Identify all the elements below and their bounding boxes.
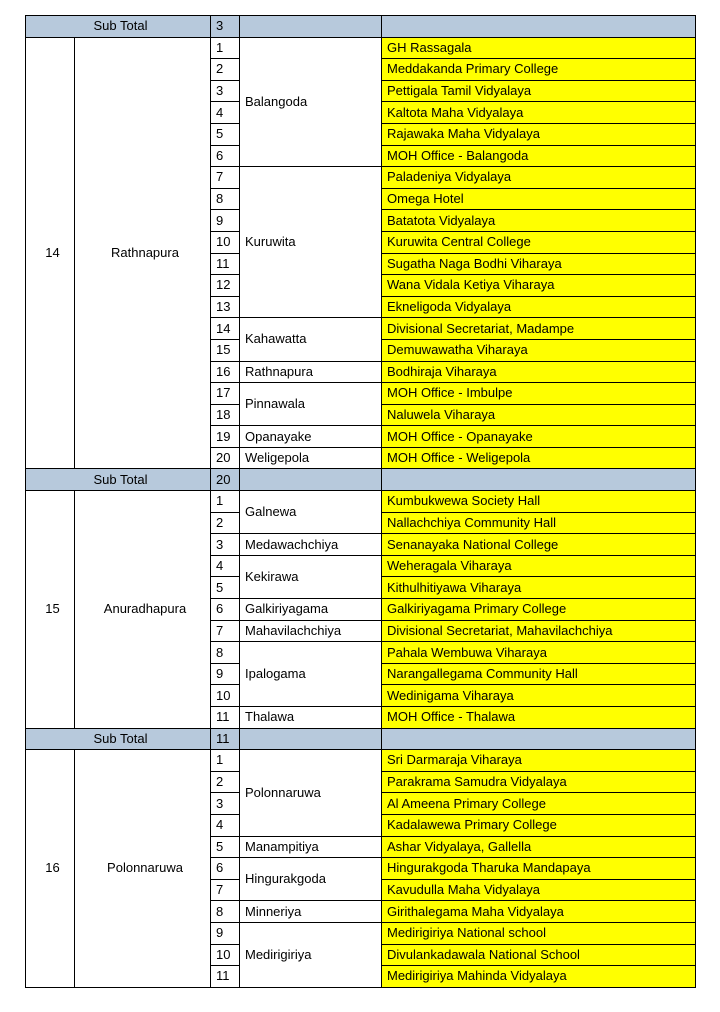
area-name: Ipalogama [240,642,382,707]
centre-number: 14 [211,318,240,340]
centre-location: Kithulhitiyawa Viharaya [382,577,696,599]
subtotal-empty-cell [240,728,382,750]
area-name: Hingurakgoda [240,858,382,901]
area-name: Kuruwita [240,167,382,318]
area-name: Minneriya [240,901,382,923]
centre-location: Kadalawewa Primary College [382,814,696,836]
subtotal-label: Sub Total [26,469,211,491]
centre-location: MOH Office - Imbulpe [382,383,696,405]
centre-number: 11 [211,253,240,275]
table-row [26,750,696,772]
centre-location: Pettigala Tamil Vidyalaya [382,80,696,102]
centre-location: Paladeniya Vidyalaya [382,167,696,189]
centre-location: Sri Darmaraja Viharaya [382,750,696,772]
centre-number: 8 [211,188,240,210]
centre-number: 10 [211,685,240,707]
centre-number: 11 [211,966,240,988]
centre-number: 16 [211,361,240,383]
area-name: Medirigiriya [240,922,382,987]
centre-number: 6 [211,599,240,621]
subtotal-row [26,469,696,491]
centre-location: Sugatha Naga Bodhi Viharaya [382,253,696,275]
centre-location: Divisional Secretariat, Madampe [382,318,696,340]
centre-number: 7 [211,879,240,901]
centre-number: 4 [211,555,240,577]
centre-number: 1 [211,491,240,513]
centre-number: 9 [211,663,240,685]
centre-number: 10 [211,944,240,966]
table-row [26,37,696,59]
centre-location: Medirigiriya Mahinda Vidyalaya [382,966,696,988]
centre-number: 6 [211,145,240,167]
centre-number: 3 [211,80,240,102]
area-name: Manampitiya [240,836,382,858]
district-number: 14 [26,37,75,469]
centre-location: Divulankadawala National School [382,944,696,966]
area-name: Galnewa [240,491,382,534]
district-number: 15 [26,491,75,729]
centre-location: Kaltota Maha Vidyalaya [382,102,696,124]
centre-location: Ekneligoda Vidyalaya [382,296,696,318]
centre-location: Parakrama Samudra Vidyalaya [382,771,696,793]
centre-location: Medirigiriya National school [382,922,696,944]
centre-number: 2 [211,512,240,534]
centre-location: MOH Office - Thalawa [382,707,696,729]
subtotal-row [26,16,696,38]
area-name: Medawachchiya [240,534,382,556]
centre-location: Al Ameena Primary College [382,793,696,815]
district-name: Polonnaruwa [75,750,211,988]
centre-location: Narangallegama Community Hall [382,663,696,685]
area-name: Kekirawa [240,555,382,598]
centre-location: Girithalegama Maha Vidyalaya [382,901,696,923]
centre-location: Wedinigama Viharaya [382,685,696,707]
centre-location: Wana Vidala Ketiya Viharaya [382,275,696,297]
centre-location: MOH Office - Weligepola [382,447,696,469]
centre-location: Divisional Secretariat, Mahavilachchiya [382,620,696,642]
centre-number: 7 [211,620,240,642]
centre-location: Meddakanda Primary College [382,59,696,81]
area-name: Balangoda [240,37,382,167]
centre-number: 15 [211,339,240,361]
district-name: Rathnapura [75,37,211,469]
subtotal-empty-cell [240,16,382,38]
centre-location: Nallachchiya Community Hall [382,512,696,534]
centre-number: 4 [211,102,240,124]
centre-number: 1 [211,750,240,772]
centre-location: Hingurakgoda Tharuka Mandapaya [382,858,696,880]
table-row [26,491,696,513]
subtotal-empty-cell [382,728,696,750]
centre-location: Pahala Wembuwa Viharaya [382,642,696,664]
centre-location: Senanayaka National College [382,534,696,556]
centre-location: Batatota Vidyalaya [382,210,696,232]
centre-number: 4 [211,814,240,836]
centre-number: 5 [211,577,240,599]
district-number: 16 [26,750,75,988]
centre-number: 11 [211,707,240,729]
subtotal-count: 11 [211,728,240,750]
subtotal-label: Sub Total [26,728,211,750]
subtotal-count: 3 [211,16,240,38]
centre-location: Weheragala Viharaya [382,555,696,577]
centre-number: 9 [211,210,240,232]
subtotal-empty-cell [240,469,382,491]
area-name: Thalawa [240,707,382,729]
centre-number: 6 [211,858,240,880]
subtotal-row [26,728,696,750]
centre-number: 2 [211,59,240,81]
subtotal-count: 20 [211,469,240,491]
area-name: Galkiriyagama [240,599,382,621]
centre-number: 7 [211,167,240,189]
subtotal-empty-cell [382,16,696,38]
centre-location: GH Rassagala [382,37,696,59]
centre-number: 13 [211,296,240,318]
centre-number: 8 [211,642,240,664]
centre-location: Omega Hotel [382,188,696,210]
centre-location: Demuwawatha Viharaya [382,339,696,361]
centre-location: Bodhiraja Viharaya [382,361,696,383]
area-name: Kahawatta [240,318,382,361]
centre-location: MOH Office - Balangoda [382,145,696,167]
centre-number: 20 [211,447,240,469]
centre-location: MOH Office - Opanayake [382,426,696,448]
district-name: Anuradhapura [75,491,211,729]
centre-number: 3 [211,534,240,556]
centre-number: 5 [211,836,240,858]
subtotal-empty-cell [382,469,696,491]
vaccination-centre-table [25,15,696,988]
centre-number: 2 [211,771,240,793]
centre-location: Rajawaka Maha Vidyalaya [382,123,696,145]
centre-number: 12 [211,275,240,297]
centre-number: 19 [211,426,240,448]
centre-number: 9 [211,922,240,944]
centre-number: 8 [211,901,240,923]
area-name: Weligepola [240,447,382,469]
centre-location: Kavudulla Maha Vidyalaya [382,879,696,901]
centre-location: Galkiriyagama Primary College [382,599,696,621]
centre-number: 17 [211,383,240,405]
subtotal-label: Sub Total [26,16,211,38]
centre-number: 18 [211,404,240,426]
centre-number: 5 [211,123,240,145]
centre-number: 10 [211,231,240,253]
centre-location: Ashar Vidyalaya, Gallella [382,836,696,858]
centre-location: Naluwela Viharaya [382,404,696,426]
area-name: Pinnawala [240,383,382,426]
centre-location: Kuruwita Central College [382,231,696,253]
centre-number: 3 [211,793,240,815]
area-name: Rathnapura [240,361,382,383]
area-name: Opanayake [240,426,382,448]
centre-number: 1 [211,37,240,59]
centre-location: Kumbukwewa Society Hall [382,491,696,513]
area-name: Polonnaruwa [240,750,382,836]
area-name: Mahavilachchiya [240,620,382,642]
